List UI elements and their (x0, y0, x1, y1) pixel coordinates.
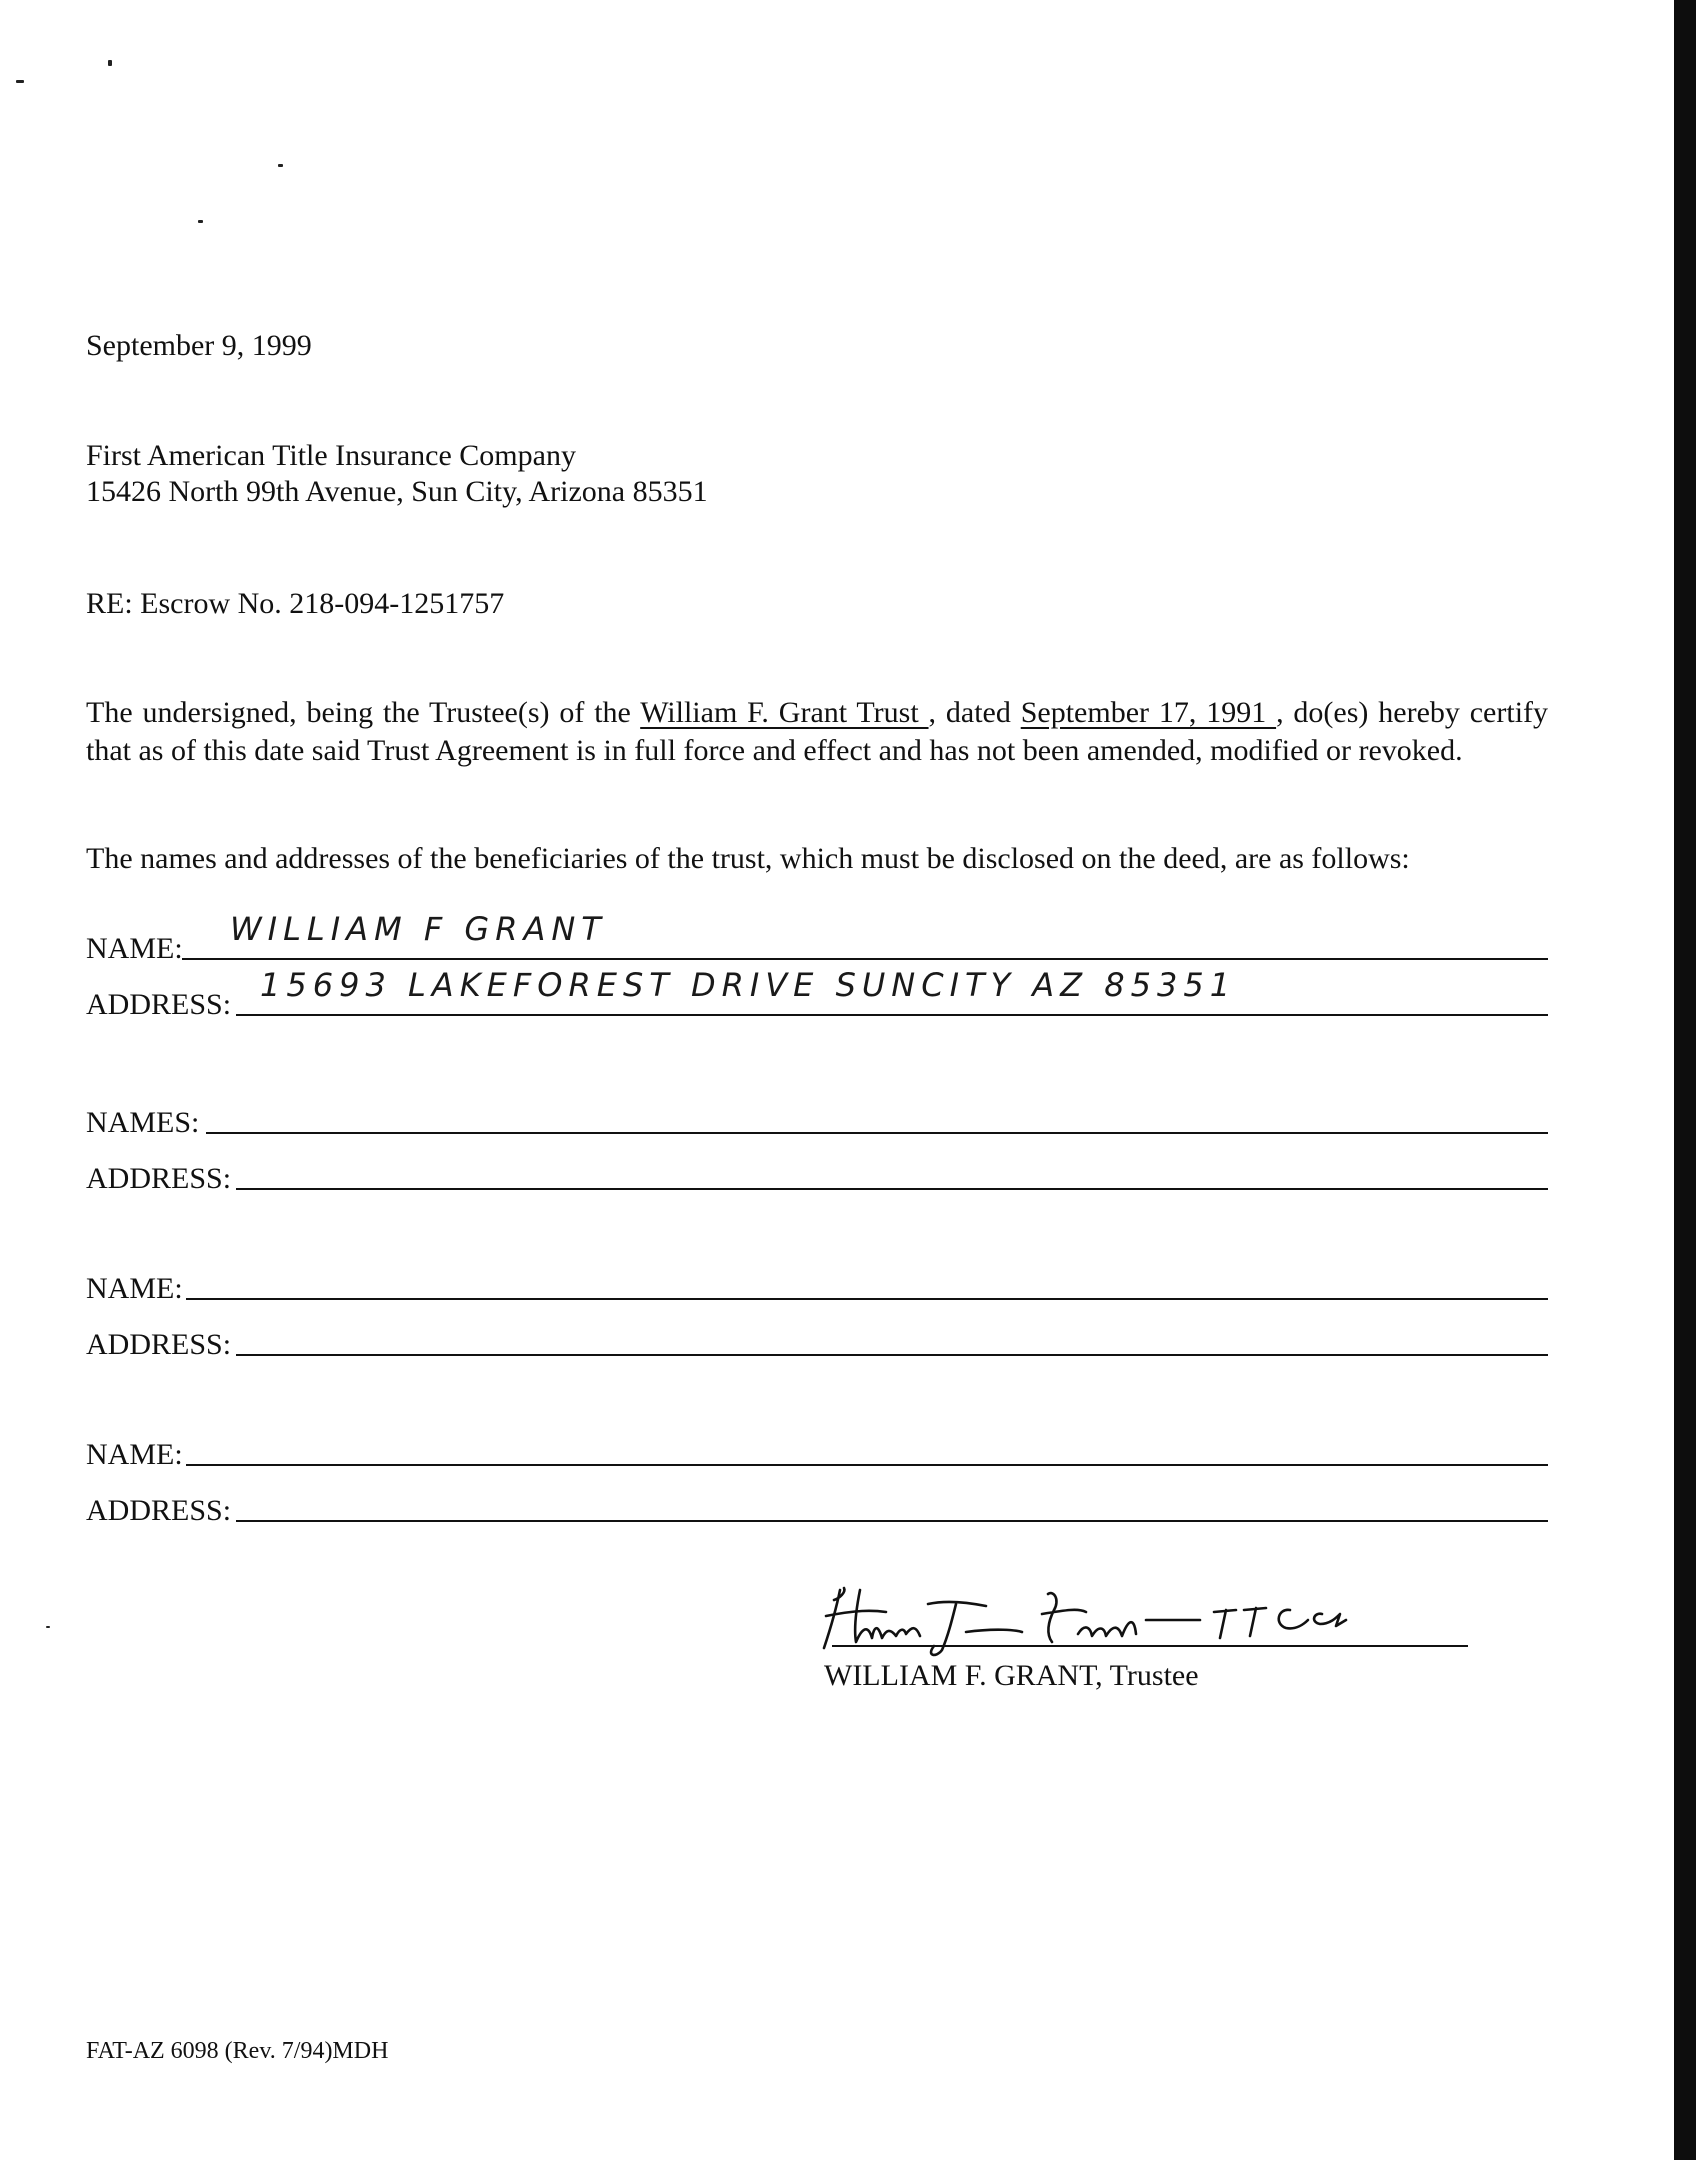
address-line (236, 1520, 1548, 1522)
certification-text-3: , do(es) hereby certify that as of this date said Trust Agreement is in full force and effect and has not been amended, modified or revoked. (86, 696, 1549, 767)
letter-date: September 9, 1999 (86, 329, 312, 362)
address-line (236, 966, 1548, 1016)
address-label: ADDRESS: (86, 1494, 232, 1527)
name-label: NAMES: (86, 1106, 200, 1139)
name-line (182, 910, 1548, 960)
certification-text-2: , dated (928, 696, 1021, 729)
beneficiary-2-address-row (86, 1154, 1548, 1198)
certification-text-1: The undersigned, being the Trustee(s) of the (86, 696, 641, 729)
address-label: ADDRESS: (86, 1162, 232, 1195)
beneficiary-3-name-row (86, 1264, 1548, 1308)
name-line (186, 1464, 1548, 1466)
scan-edge-shadow (1674, 0, 1696, 2160)
signatory-name: WILLIAM F. GRANT, Trustee (824, 1659, 1199, 1692)
handwritten-address: 15693 LAKEFOREST DRIVE SUNCITY AZ 85351 (260, 966, 1237, 1004)
address-label: ADDRESS: (86, 1328, 232, 1361)
beneficiaries-intro: The names and addresses of the beneficiaries of the trust, which must be disclosed on the deed, are as follows: (86, 842, 1410, 875)
name-line (206, 1132, 1548, 1134)
recipient-company: First American Title Insurance Company (86, 439, 576, 472)
recipient-address: 15426 North 99th Avenue, Sun City, Arizona 85351 (86, 475, 708, 508)
beneficiary-2-name-row (86, 1098, 1548, 1142)
certification-paragraph (86, 694, 1548, 770)
address-line (236, 1354, 1548, 1356)
signature-block (816, 1580, 1476, 1700)
address-label: ADDRESS: (86, 988, 232, 1021)
handwritten-name: WILLIAM F GRANT (230, 910, 607, 948)
scan-speck (198, 220, 203, 223)
scan-speck (278, 164, 283, 167)
beneficiary-4-name-row (86, 1430, 1548, 1474)
beneficiary-3-address-row (86, 1320, 1548, 1364)
name-line (186, 1298, 1548, 1300)
address-line (236, 1188, 1548, 1190)
name-label: NAME: (86, 932, 183, 965)
beneficiary-1-name-row (86, 910, 1548, 968)
handwritten-signature (816, 1580, 1476, 1660)
beneficiary-4-address-row (86, 1486, 1548, 1530)
form-number: FAT-AZ 6098 (Rev. 7/94)MDH (86, 2038, 389, 2064)
name-label: NAME: (86, 1438, 183, 1471)
scan-speck (108, 60, 112, 66)
scan-speck (46, 1626, 50, 1628)
scan-speck (16, 80, 24, 83)
trust-name-field: William F. Grant Trust (640, 696, 929, 729)
beneficiary-1-address-row (86, 966, 1548, 1024)
trust-date-field: September 17, 1991 (1020, 696, 1277, 729)
escrow-reference: RE: Escrow No. 218-094-1251757 (86, 587, 505, 620)
name-label: NAME: (86, 1272, 183, 1305)
